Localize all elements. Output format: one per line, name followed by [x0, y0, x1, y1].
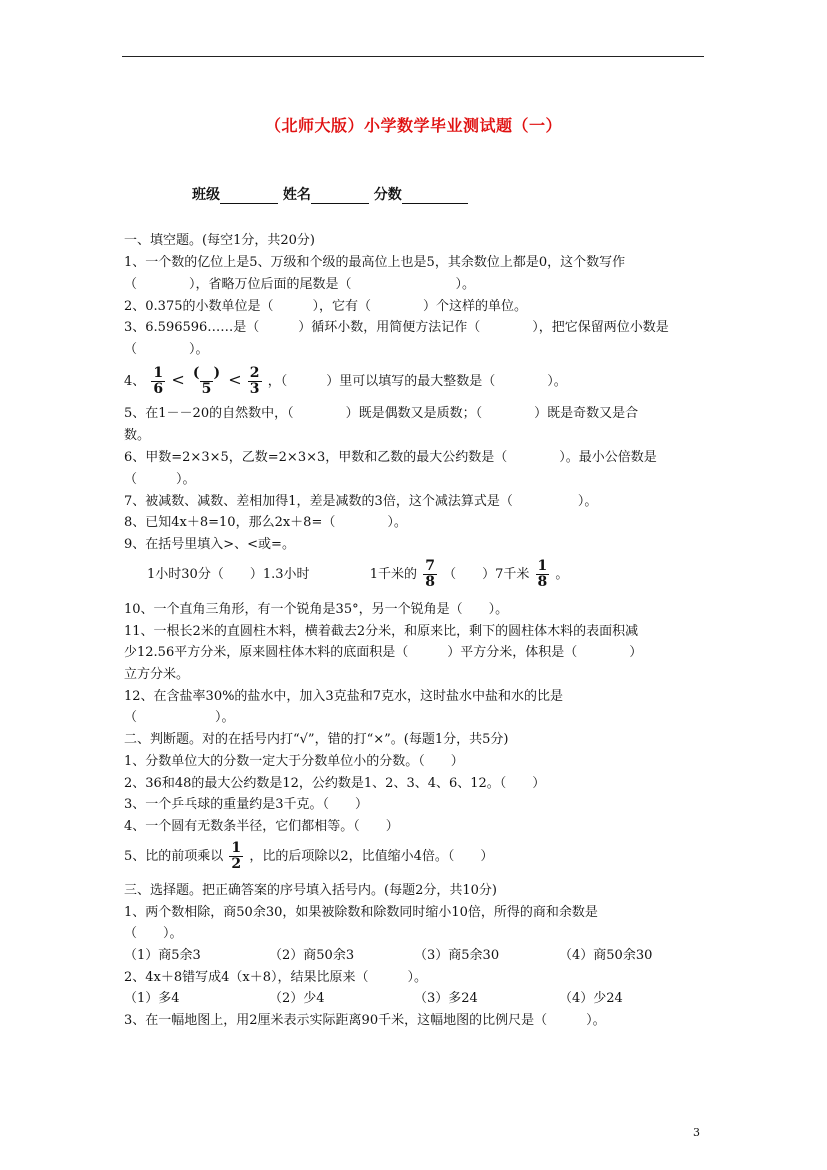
s3-q3: 3、在一幅地图上，用2厘米表示实际距离90千米，这幅地图的比例尺是（ ）。: [124, 1013, 606, 1028]
s2-q4: 4、一个圆有无数条半径，它们都相等。（ ）: [124, 819, 399, 834]
s2-q2: 2、36和48的最大公约数是12，公约数是1、2、3、4、6、12。（ ）: [124, 776, 546, 791]
s1-q4-text: ，（ ）里可以填写的最大整数是（ ）。: [267, 374, 567, 389]
s2-q5: [124, 840, 493, 874]
s1-q7: 7、被减数、减数、差相加得1，差是减数的3倍，这个减法算式是（ ）。: [124, 494, 598, 509]
header-rule: [122, 56, 704, 57]
s1-q6-line2: （ ）。: [124, 472, 196, 487]
s1-q12-line1: 12、在含盐率30%的盐水中，加入3克盐和7克水，这时盐水中盐和水的比是: [124, 689, 563, 704]
fraction-two-thirds: [248, 366, 262, 397]
option-1: （1）多4: [124, 991, 180, 1006]
less-than-sign: <: [228, 370, 242, 389]
s1-q4: [124, 363, 567, 399]
s1-q6-line1: 6、甲数=2×3×5，乙数=2×3×3，甲数和乙数的最大公约数是（ ）。最小公倍数是: [124, 450, 657, 465]
s1-q9-item-b-middle: （ ）7千米: [443, 567, 530, 582]
section2-heading: 二、判断题。对的在括号内打“√”，错的打“×”。(每题1分，共5分): [124, 732, 509, 747]
option-4: （4）商50余30: [559, 948, 653, 963]
s1-q11-line1: 11、一根长2米的直圆柱木料，横着截去2分米，和原来比，剩下的圆柱体木料的表面积减: [124, 624, 639, 639]
s1-q2: 2、0.375的小数单位是（ ），它有（ ）个这样的单位。: [124, 299, 527, 314]
fraction-one-eighth: [536, 559, 550, 590]
student-info-line: [192, 184, 468, 204]
s3-q1-line1: 1、两个数相除，商50余30，如果被除数和除数同时缩小10倍，所得的商和余数是: [124, 905, 598, 920]
page-title: （北师大版）小学数学毕业测试题（一）: [264, 116, 562, 135]
s1-q9-item-b-prefix: 1千米的: [369, 567, 418, 582]
class-label: 班级: [192, 187, 220, 203]
page-number: 3: [693, 1126, 700, 1139]
fraction-blank-fifth: [191, 366, 222, 397]
option-4: （4）少24: [559, 991, 623, 1006]
fraction-denominator: 8: [425, 574, 435, 590]
section3-heading: 三、选择题。把正确答案的序号填入括号内。(每题2分，共10分): [124, 883, 497, 898]
option-3: （3）多24: [414, 991, 478, 1006]
fraction-denominator: 6: [153, 381, 164, 397]
fraction-numerator: 1: [231, 840, 242, 856]
name-blank[interactable]: [311, 189, 369, 204]
s1-q11-line3: 立方分米。: [124, 667, 190, 682]
s3-q1-options: [124, 947, 704, 965]
s3-q2-options: [124, 990, 704, 1008]
s2-q1: 1、分数单位大的分数一定大于分数单位小的分数。（ ）: [124, 754, 464, 769]
fraction-numerator: 1: [153, 365, 164, 381]
less-than-sign: <: [171, 370, 185, 389]
option-1: （1）商5余3: [124, 948, 201, 963]
s1-q3-line2: （ ）。: [124, 342, 209, 357]
s1-q9-end: 。: [555, 567, 569, 582]
s1-q5-line2: 数。: [124, 428, 151, 443]
fraction-denominator: 3: [249, 381, 260, 397]
fraction-numerator: 1: [537, 558, 548, 574]
fraction-denominator: 2: [231, 856, 242, 872]
s1-q9-item-a: 1小时30分（ ）1.3小时: [147, 567, 310, 582]
s2-q5-prefix: 5、比的前项乘以: [124, 849, 224, 864]
fraction-denominator: 8: [537, 574, 548, 590]
s3-q1-line2: （ ）。: [124, 926, 183, 941]
s2-q5-text: ，比的后项除以2，比值缩小4倍。（ ）: [249, 849, 494, 864]
s1-q1-line2: （ ），省略万位后面的尾数是（ ）。: [124, 277, 476, 292]
option-3: （3）商5余30: [414, 948, 500, 963]
option-2: （2）少4: [269, 991, 325, 1006]
option-2: （2）商50余3: [269, 948, 355, 963]
fraction-one-half: [229, 841, 243, 872]
score-label: 分数: [373, 187, 402, 203]
section1-heading: 一、填空题。(每空1分，共20分): [124, 233, 315, 248]
s1-q1-line1: 1、一个数的亿位上是5、万级和个级的最高位上也是5，其余数位上都是0，这个数写作: [124, 255, 626, 270]
fraction-numerator: ( ): [192, 365, 221, 381]
fraction-numerator: 2: [249, 365, 260, 381]
s1-q5-line1: 5、在1－－20的自然数中，（ ）既是偶数又是质数；（ ）既是奇数又是合: [124, 406, 639, 421]
s2-q3: 3、一个乒乓球的重量约是3千克。（ ）: [124, 797, 369, 812]
s1-q9: 9、在括号里填入>、<或=。: [124, 537, 295, 552]
s1-q11-line2: 少12.56平方分米，原来圆柱体木料的底面积是（ ）平方分米，体积是（ ）: [124, 645, 643, 660]
fraction-one-sixth: [151, 366, 165, 397]
fraction-seven-eighths: [423, 559, 437, 590]
s3-q2: 2、4x＋8错写成4（x＋8），结果比原来（ ）。: [124, 970, 428, 985]
s1-q4-prefix: 4、: [124, 374, 146, 389]
fraction-numerator: 7: [425, 558, 435, 574]
s1-q10: 10、一个直角三角形，有一个锐角是35°，另一个锐角是（ ）。: [124, 602, 509, 617]
s1-q12-line2: （ ）。: [124, 710, 235, 725]
s1-q8: 8、已知4x＋8=10，那么2x＋8=（ ）。: [124, 515, 407, 530]
class-blank[interactable]: [220, 189, 278, 204]
fraction-denominator: 5: [201, 381, 212, 397]
score-blank[interactable]: [402, 189, 468, 204]
s1-q9-items: [147, 558, 568, 592]
s1-q3-line1: 3、6.596596……是（ ）循环小数，用简便方法记作（ ），把它保留两位小数是: [124, 320, 669, 335]
name-label: 姓名: [282, 187, 311, 203]
